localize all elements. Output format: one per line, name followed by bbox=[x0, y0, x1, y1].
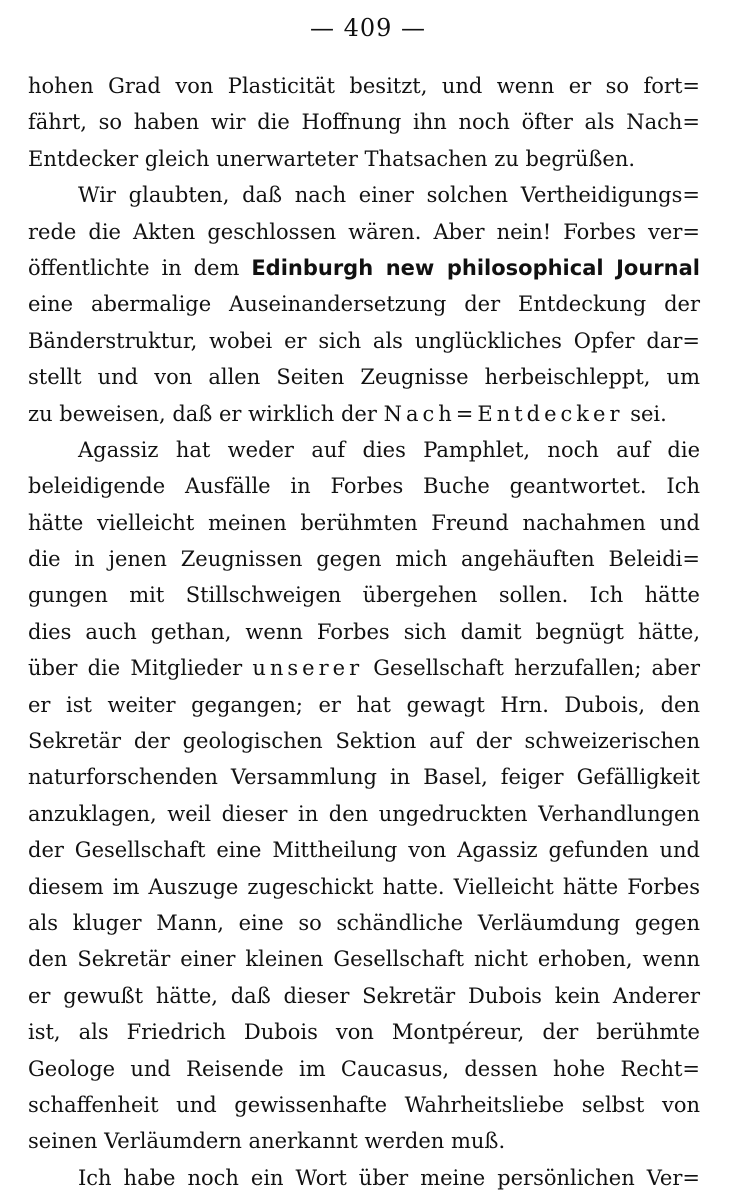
text-line: anzuklagen, weil dieser in den ungedruckten Verhandlungen bbox=[28, 801, 700, 826]
text-line: Bänderstruktur, wobei er sich als unglückliches Opfer dar= bbox=[28, 328, 700, 353]
body-text bbox=[28, 68, 700, 1196]
journal-title: Edinburgh new philosophical Journal bbox=[251, 255, 700, 280]
text-line bbox=[28, 650, 700, 686]
text-line bbox=[28, 396, 700, 432]
text-line: dies auch gethan, wenn Forbes sich damit begnügt hätte, bbox=[28, 619, 700, 644]
text-line: ist, als Friedrich Dubois von Montpéreur, der berühmte bbox=[28, 1020, 700, 1045]
text-line: seinen Verläumdern anerkannt werden muß. bbox=[28, 1129, 506, 1154]
text-line: Sekretär der geologischen Sektion auf der schweizerischen bbox=[28, 729, 700, 754]
text-segment: über die Mitglieder bbox=[28, 656, 243, 681]
text-line: rede die Akten geschlossen wären. Aber nein! Forbes ver= bbox=[28, 219, 700, 244]
text-line: Wir glaubten, daß nach einer solchen Vertheidigungs= bbox=[78, 183, 700, 208]
text-segment: Gesellschaft herzufallen; aber bbox=[373, 656, 700, 681]
text-line: als kluger Mann, eine so schändliche Verläumdung gegen bbox=[28, 910, 700, 935]
text-line: er gewußt hätte, daß dieser Sekretär Dubois kein Anderer bbox=[28, 983, 700, 1008]
text-line: den Sekretär einer kleinen Gesellschaft nicht erhoben, wenn bbox=[28, 947, 700, 972]
text-line: naturforschenden Versammlung in Basel, feiger Gefälligkeit bbox=[28, 765, 700, 790]
page-number: — 409 — bbox=[309, 14, 427, 42]
text-segment: sei. bbox=[630, 401, 667, 426]
text-line: Ich habe noch ein Wort über meine persönlichen Ver= bbox=[78, 1165, 700, 1190]
emphasized-term: unserer bbox=[252, 656, 364, 681]
text-line: diesem im Auszuge zugeschickt hatte. Vielleicht hätte Forbes bbox=[28, 874, 700, 899]
emphasized-term: Nach=Entdecker bbox=[383, 401, 624, 426]
text-line: eine abermalige Auseinandersetzung der Entdeckung der bbox=[28, 292, 700, 317]
text-line: die in jenen Zeugnissen gegen mich angehäuften Beleidi= bbox=[28, 547, 700, 572]
text-line: hätte vielleicht meinen berühmten Freund nachahmen und bbox=[28, 510, 700, 535]
text-line: stellt und von allen Seiten Zeugnisse herbeischleppt, um bbox=[28, 365, 700, 390]
text-segment: zu beweisen, daß er wirklich der bbox=[28, 401, 377, 426]
text-line: Geologe und Reisende im Caucasus, dessen hohe Recht= bbox=[28, 1056, 700, 1081]
text-line: hohen Grad von Plasticität besitzt, und wenn er so fort= bbox=[28, 74, 700, 98]
text-segment: öffentlichte in dem bbox=[28, 255, 240, 280]
text-line: Entdecker gleich unerwarteter Thatsachen zu begrüßen. bbox=[28, 146, 636, 171]
text-line: Agassiz hat weder auf dies Pamphlet, noch auf die bbox=[78, 437, 700, 462]
text-line: er ist weiter gegangen; er hat gewagt Hrn. Dubois, den bbox=[28, 692, 700, 717]
text-line: gungen mit Stillschweigen übergehen sollen. Ich hätte bbox=[28, 583, 700, 608]
text-line: fährt, so haben wir die Hoffnung ihn noch öfter als Nach= bbox=[28, 110, 700, 135]
text-line bbox=[28, 250, 700, 286]
text-line: schaffenheit und gewissenhafte Wahrheitsliebe selbst von bbox=[28, 1092, 700, 1117]
text-line: beleidigende Ausfälle in Forbes Buche geantwortet. Ich bbox=[28, 474, 700, 499]
text-line: der Gesellschaft eine Mittheilung von Agassiz gefunden und bbox=[28, 838, 700, 863]
